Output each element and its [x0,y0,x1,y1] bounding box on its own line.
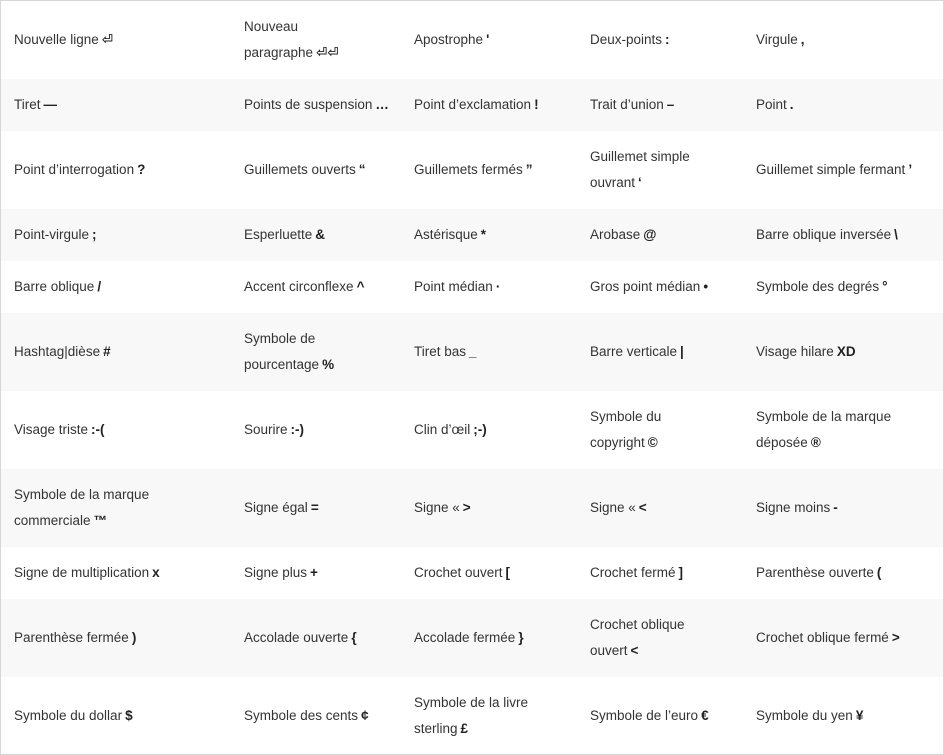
table-cell [743,469,943,547]
table-cell [401,261,577,313]
punctuation-commands-table [1,1,943,755]
cell-label: Tiret bas [414,344,467,359]
cell-symbol: :-( [91,422,105,437]
cell-symbol: = [310,500,319,515]
cell-symbol: ‘ [638,175,642,190]
cell-label: Accent circonflexe [244,279,354,294]
cell-label: pourcentage [244,357,320,372]
cell-label: Crochet fermé [590,565,676,580]
cell-label: Sourire [244,422,288,437]
cell-label: Astérisque [414,227,478,242]
cell-symbol: | [680,344,684,359]
cell-label: Crochet ouvert [414,565,503,580]
cell-symbol: x [152,565,160,580]
table-row [1,469,943,547]
table-cell [401,677,577,755]
cell-label: Guillemet simple fermant [756,162,906,177]
cell-symbol: ⏎ [101,32,114,47]
table-cell [577,131,743,209]
cell-label: Symbole du dollar [14,708,123,723]
cell-label: Deux-points [590,32,663,47]
table-cell [231,469,401,547]
cell-label: Signe égal [244,500,308,515]
cell-symbol: ’ [908,162,913,177]
cell-label: Esperluette [244,227,313,242]
cell-symbol: ^ [356,279,365,294]
cell-symbol: < [638,500,647,515]
cell-symbol: > [891,630,900,645]
cell-label: Barre oblique inversée [756,227,892,242]
cell-label: Parenthèse fermée [14,630,129,645]
table-cell [401,469,577,547]
table-cell [1,547,231,599]
table-cell [743,131,943,209]
cell-label: Points de suspension [244,97,373,112]
cell-label: Nouvelle ligne [14,32,99,47]
cell-symbol: · [495,279,501,294]
cell-label: Virgule [756,32,798,47]
cell-label: Point d’interrogation [14,162,135,177]
table-cell [577,547,743,599]
cell-symbol: : [665,32,670,47]
table-row [1,209,943,261]
cell-label: Arobase [590,227,641,242]
cell-symbol: \ [894,227,898,242]
table-body [1,1,943,755]
table-row [1,547,943,599]
cell-symbol: $ [125,708,133,723]
table-cell [1,313,231,391]
table-cell [231,209,401,261]
cell-label: commerciale [14,513,91,528]
cell-label: Clin d’œil [414,422,471,437]
cell-symbol: ; [92,227,97,242]
table-cell [577,79,743,131]
cell-label: Symbole de l’euro [590,708,699,723]
cell-label: Symbole du yen [756,708,853,723]
cell-label: Point [756,97,787,112]
cell-label: Signe moins [756,500,831,515]
table-cell [743,677,943,755]
cell-symbol: ;-) [473,422,487,437]
cell-label: Accolade fermée [414,630,516,645]
table-cell [577,209,743,261]
cell-symbol: , [800,32,805,47]
cell-label: Hashtag [14,344,65,359]
cell-label: |dièse [64,344,101,359]
cell-label: Apostrophe [414,32,484,47]
table-cell [1,79,231,131]
cell-symbol: … [375,97,389,112]
cell-symbol: # [103,344,111,359]
cell-symbol: — [43,97,57,112]
table-row [1,313,943,391]
cell-symbol: ¢ [361,708,369,723]
cell-symbol: . [789,97,794,112]
table-cell [401,1,577,79]
cell-symbol: ) [131,630,137,645]
table-cell [231,391,401,469]
cell-symbol: ™ [93,513,108,528]
table-cell [231,1,401,79]
cell-label: ouvrant [590,175,636,190]
table-cell [743,1,943,79]
table-cell [1,1,231,79]
cell-label: Guillemets fermés [414,162,523,177]
table-cell [231,79,401,131]
cell-symbol: & [315,227,326,242]
cell-label: Guillemets ouverts [244,162,356,177]
table-cell [577,599,743,677]
cell-symbol: ° [882,279,888,294]
table-row [1,1,943,79]
cell-label: Symbole de la marque [14,487,150,502]
cell-label: ouvert [590,643,628,658]
table-cell [1,261,231,313]
table-cell [577,469,743,547]
cell-label: Trait d’union [590,97,664,112]
cell-label: Symbole de [244,331,316,346]
table-cell [1,677,231,755]
cell-symbol: € [701,708,709,723]
table-cell [743,79,943,131]
cell-label: Point d’exclamation [414,97,532,112]
cell-symbol: ! [534,97,539,112]
cell-label: déposée [756,435,808,450]
cell-label: Signe « [414,500,460,515]
table-cell [401,547,577,599]
cell-symbol: “ [358,162,366,177]
cell-symbol: _ [469,344,477,359]
cell-label: Guillemet simple [590,149,690,164]
cell-label: Crochet oblique fermé [756,630,889,645]
table-cell [743,313,943,391]
table-cell [231,131,401,209]
cell-symbol: ? [137,162,146,177]
table-cell [231,313,401,391]
table-cell [743,391,943,469]
table-cell [401,131,577,209]
cell-symbol: > [462,500,471,515]
table-cell [1,469,231,547]
cell-symbol: % [322,357,335,372]
table-row [1,131,943,209]
cell-label: Parenthèse ouverte [756,565,874,580]
table-cell [401,391,577,469]
table-cell [577,677,743,755]
cell-symbol: @ [643,227,657,242]
cell-symbol: ] [678,565,684,580]
cell-symbol: XD [836,344,856,359]
cell-symbol: :-) [290,422,305,437]
cell-label: Crochet oblique [590,617,685,632]
table-cell [743,547,943,599]
table-cell [577,391,743,469]
table-row [1,261,943,313]
table-cell [577,1,743,79]
cell-label: sterling [414,721,458,736]
cell-symbol: + [310,565,318,580]
cell-symbol: © [647,435,658,450]
cell-label: Visage hilare [756,344,834,359]
table-row [1,79,943,131]
cell-symbol: { [351,630,357,645]
table-cell [401,209,577,261]
table-cell [743,209,943,261]
table-cell [231,261,401,313]
table-row [1,677,943,755]
table-cell [577,261,743,313]
table-cell [743,261,943,313]
cell-label: Barre oblique [14,279,95,294]
cell-label: Symbole de la marque [756,409,892,424]
table-cell [1,209,231,261]
table-cell [401,313,577,391]
table-cell [1,131,231,209]
cell-label: Barre verticale [590,344,678,359]
cell-label: Signe de multiplication [14,565,150,580]
table-cell [1,599,231,677]
table-row [1,391,943,469]
cell-symbol: ” [525,162,533,177]
cell-symbol: ® [810,435,821,450]
cell-label: Symbole du [590,409,662,424]
cell-symbol: £ [460,721,469,736]
cell-symbol: ¥ [855,708,864,723]
table-cell [231,547,401,599]
table-cell [401,79,577,131]
cell-symbol: / [97,279,102,294]
cell-label: Tiret [14,97,41,112]
table-cell [743,599,943,677]
table-row [1,599,943,677]
table-cell [1,391,231,469]
cell-label: copyright [590,435,645,450]
cell-symbol: • [703,279,709,294]
cell-label: Point médian [414,279,493,294]
cell-label: Visage triste [14,422,89,437]
cell-label: Signe « [590,500,636,515]
cell-symbol: - [833,500,838,515]
cell-label: Accolade ouverte [244,630,349,645]
cell-symbol: } [518,630,524,645]
cell-label: Gros point médian [590,279,701,294]
cell-symbol: ⏎⏎ [316,45,339,60]
cell-label: Symbole des cents [244,708,359,723]
cell-symbol: – [666,97,675,112]
cell-symbol: * [480,227,487,242]
cell-symbol: [ [505,565,511,580]
table-cell [231,599,401,677]
cell-label: Symbole des degrés [756,279,880,294]
cell-label: Symbole de la livre [414,695,529,710]
cell-symbol: ' [486,32,490,47]
cell-label: Nouveau [244,19,299,34]
cell-symbol: ( [876,565,882,580]
table-cell [231,677,401,755]
table-cell [577,313,743,391]
table-cell [401,599,577,677]
cell-label: Point-virgule [14,227,90,242]
cell-symbol: < [630,643,639,658]
cell-label: Signe plus [244,565,308,580]
cell-label: paragraphe [244,45,314,60]
